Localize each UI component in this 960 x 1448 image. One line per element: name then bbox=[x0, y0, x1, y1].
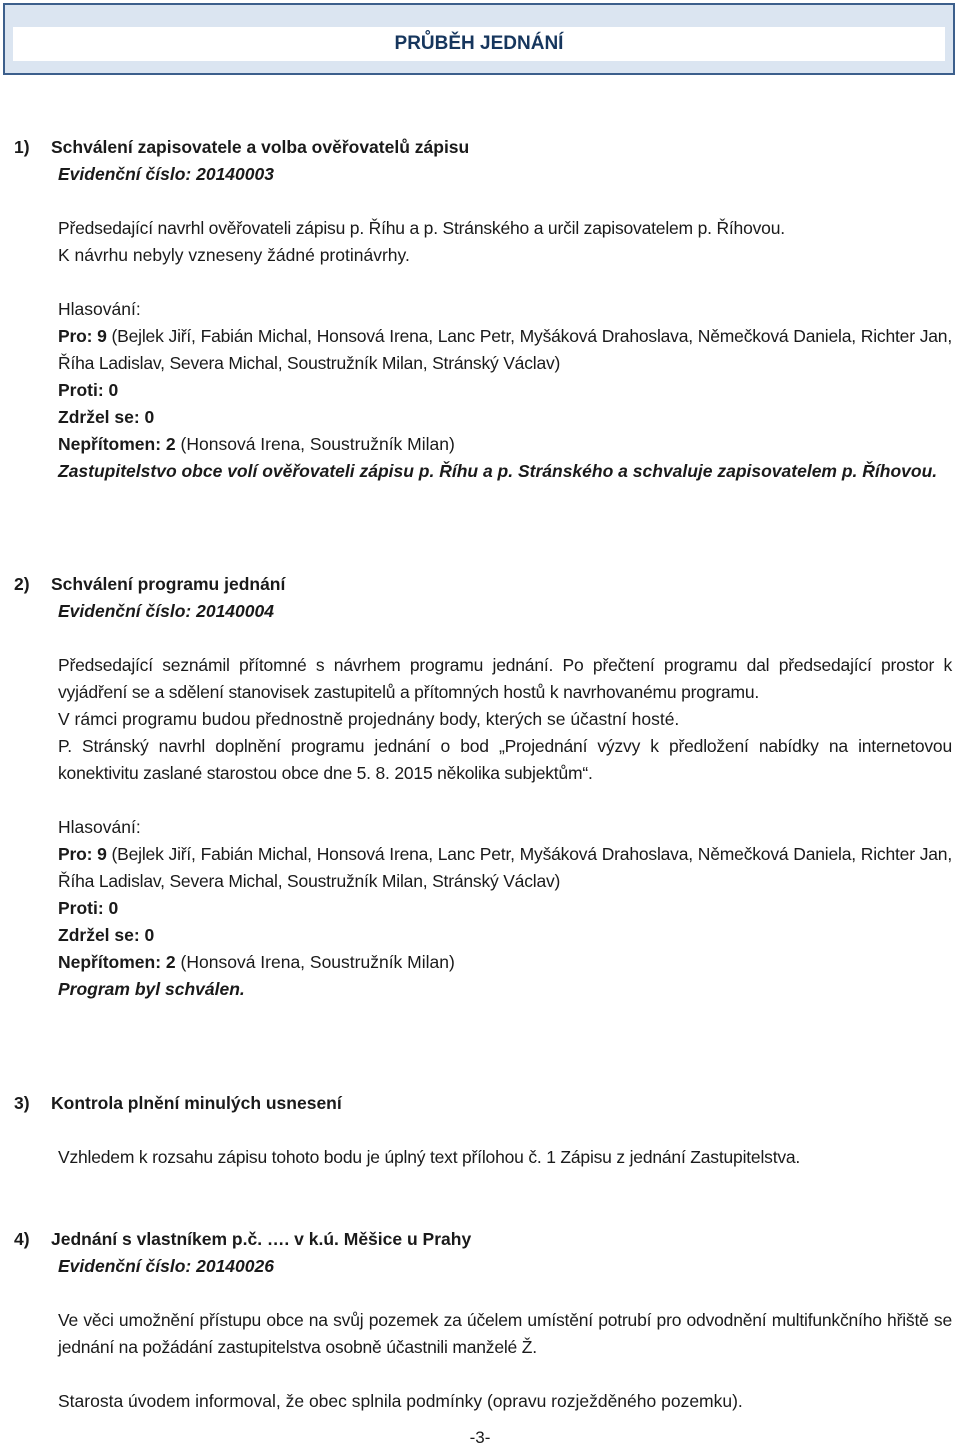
vote-title: Hlasování: bbox=[58, 817, 141, 837]
section-title: Kontrola plnění minulých usnesení bbox=[51, 1093, 342, 1113]
vote-pro: Pro: 9 (Bejlek Jiří, Fabián Michal, Honsová Irena, Lanc Petr, Myšáková Drahoslava, Němečková Daniela, Richter Jan, Říha Ladislav, Severa Michal, Soustružník Milan, Stránský Václav) bbox=[58, 844, 953, 891]
evidence-number: Evidenční číslo: 20140003 bbox=[58, 164, 274, 184]
vote-title: Hlasování: bbox=[58, 299, 141, 319]
paragraph: Předsedající seznámil přítomné s návrhem programu jednání. Po přečtení programu dal předsedající prostor k vyjádření se a sdělení stanovisek zastupitelů a přítomných hostů k navrhovanému programu. bbox=[58, 655, 952, 702]
vote-absent: Nepřítomen: 2 (Honsová Irena, Soustružník Milan) bbox=[58, 434, 455, 454]
resolution: Zastupitelstvo obce volí ověřovateli zápisu p. Říhu a p. Stránského a schvaluje zapisovatelem p. Říhovou. bbox=[58, 461, 938, 481]
section-3 bbox=[14, 1090, 952, 1171]
evidence-number: Evidenční číslo: 20140004 bbox=[58, 601, 274, 621]
paragraph: Předsedající navrhl ověřovateli zápisu p. Říhu a p. Stránského a určil zapisovatelem p. Říhovou. bbox=[58, 218, 785, 238]
page-number: -3- bbox=[469, 1428, 491, 1447]
paragraph: P. Stránský navrhl doplnění programu jednání o bod „Projednání výzvy k předložení nabídky na internetovou konektivitu zaslané starostou obce dne 5. 8. 2015 několika subjektům“. bbox=[58, 736, 952, 783]
section-title: Schválení programu jednání bbox=[51, 574, 286, 594]
vote-pro: Pro: 9 (Bejlek Jiří, Fabián Michal, Honsová Irena, Lanc Petr, Myšáková Drahoslava, Němečková Daniela, Richter Jan, Říha Ladislav, Severa Michal, Soustružník Milan, Stránský Václav) bbox=[58, 326, 953, 373]
section-heading bbox=[14, 1226, 952, 1253]
section-title: Schválení zapisovatele a volba ověřovatelů zápisu bbox=[51, 137, 470, 157]
section-4 bbox=[14, 1226, 952, 1415]
section-heading bbox=[14, 1090, 952, 1117]
vote-zdrzel: Zdržel se: 0 bbox=[58, 407, 155, 427]
paragraph: K návrhu nebyly vzneseny žádné protinávrhy. bbox=[58, 245, 410, 265]
evidence-number: Evidenční číslo: 20140026 bbox=[58, 1256, 274, 1276]
section-2 bbox=[14, 571, 952, 1003]
vote-absent: Nepřítomen: 2 (Honsová Irena, Soustružník Milan) bbox=[58, 952, 455, 972]
section-1 bbox=[14, 134, 952, 485]
paragraph: Starosta úvodem informoval, že obec splnila podmínky (opravu rozježděného pozemku). bbox=[58, 1391, 743, 1411]
section-number: 3) bbox=[14, 1093, 30, 1113]
vote-proti: Proti: 0 bbox=[58, 380, 119, 400]
page-title: PRŮBĚH JEDNÁNÍ bbox=[13, 27, 945, 61]
section-number: 2) bbox=[14, 574, 30, 594]
resolution: Program byl schválen. bbox=[58, 979, 245, 999]
header-box bbox=[3, 3, 955, 75]
vote-proti: Proti: 0 bbox=[58, 898, 119, 918]
section-heading bbox=[14, 571, 952, 598]
paragraph: Vzhledem k rozsahu zápisu tohoto bodu je úplný text přílohou č. 1 Zápisu z jednání Zastupitelstva. bbox=[58, 1147, 801, 1167]
vote-zdrzel: Zdržel se: 0 bbox=[58, 925, 155, 945]
section-title: Jednání s vlastníkem p.č. …. v k.ú. Měšice u Prahy bbox=[51, 1229, 472, 1249]
section-number: 1) bbox=[14, 137, 30, 157]
paragraph: V rámci programu budou přednostně projednány body, kterých se účastní hosté. bbox=[58, 709, 680, 729]
paragraph: Ve věci umožnění přístupu obce na svůj pozemek za účelem umístění potrubí pro odvodnění multifunkčního hřiště se jednání na požádání zastupitelstva osobně účastnili manželé Ž. bbox=[58, 1310, 952, 1357]
section-heading bbox=[14, 134, 952, 161]
section-number: 4) bbox=[14, 1229, 30, 1249]
